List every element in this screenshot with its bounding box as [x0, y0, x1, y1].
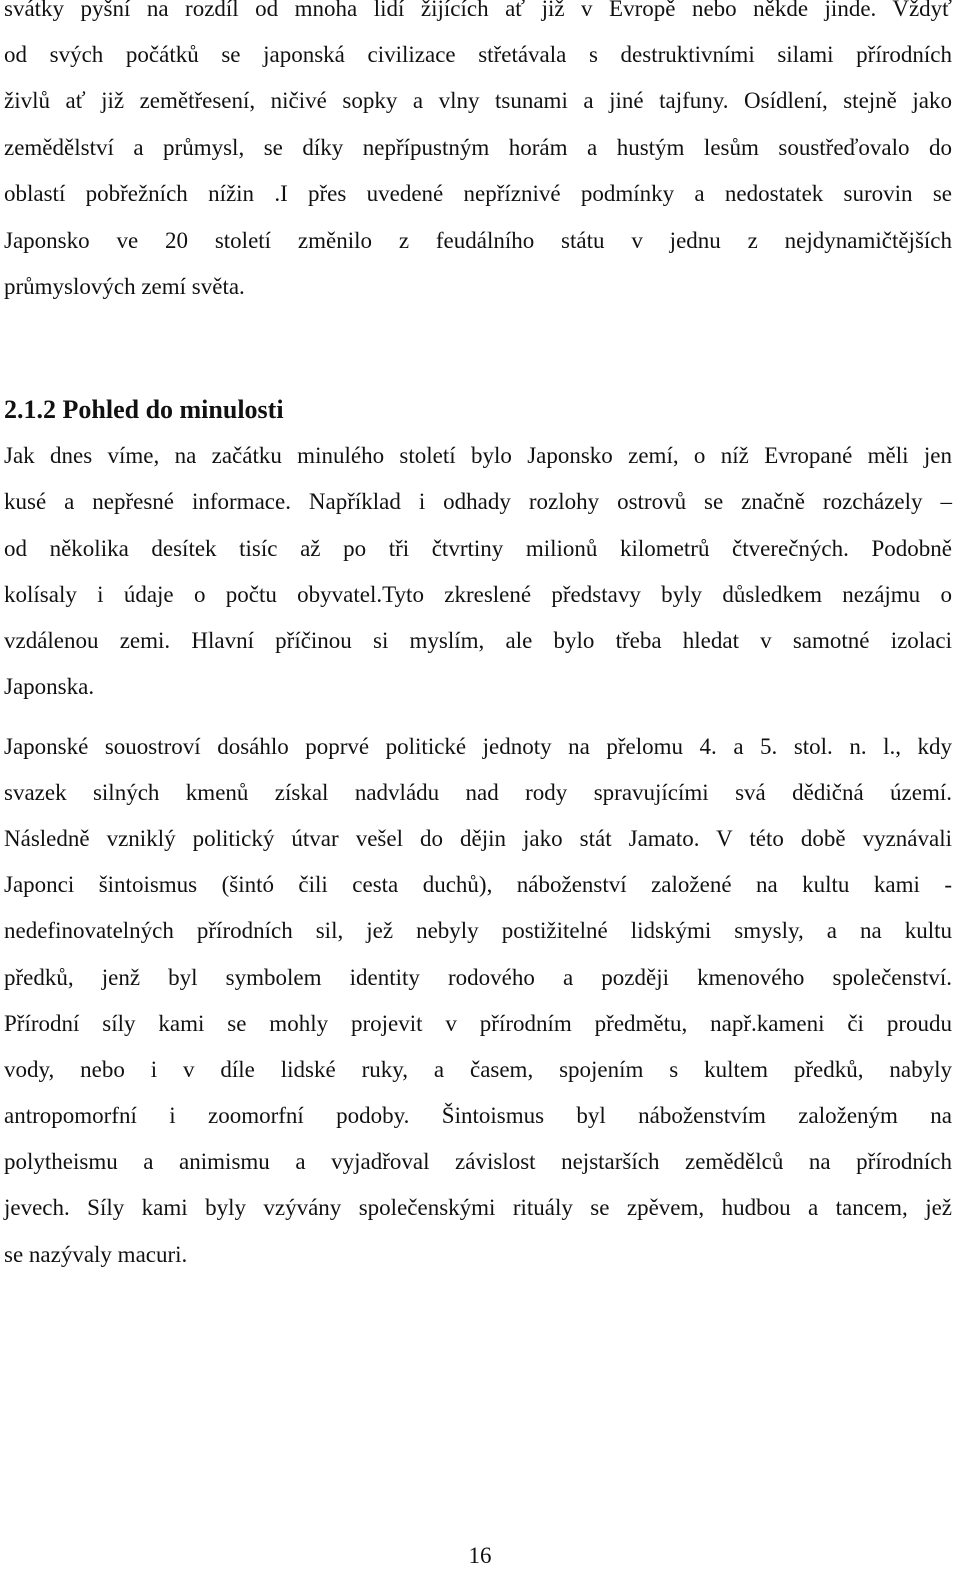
- text-line: od několika desítek tisíc až po tři čtvrtiny milionů kilometrů čtverečných. Podobně: [4, 536, 952, 561]
- text-line: polytheismu a animismu a vyjadřoval závislost nejstarších zemědělců na přírodních: [4, 1149, 952, 1174]
- text-line: Japonsko ve 20 století změnilo z feudálního státu v jednu z nejdynamičtějších: [4, 228, 952, 253]
- text-line: nedefinovatelných přírodních sil, jež nebyly postižitelné lidskými smysly, a na kultu: [4, 918, 952, 943]
- text-line: zemědělství a průmysl, se díky nepřípustným horám a hustým lesům soustřeďovalo do: [4, 135, 952, 160]
- section-heading: 2.1.2 Pohled do minulosti: [4, 395, 284, 424]
- text-line: se nazývaly macuri.: [4, 1242, 188, 1267]
- text-line: kolísaly i údaje o počtu obyvatel.Tyto zkreslené představy byly důsledkem nezájmu o: [4, 582, 952, 607]
- text-line: průmyslových zemí světa.: [4, 274, 245, 299]
- text-line: oblastí pobřežních nížin .I přes uvedené nepříznivé podmínky a nedostatek surovin se: [4, 181, 952, 206]
- text-line: vody, nebo i v díle lidské ruky, a časem, spojením s kultem předků, nabyly: [4, 1057, 952, 1082]
- text-line: svazek silných kmenů získal nadvládu nad rody spravujícími svá dědičná území.: [4, 780, 952, 805]
- text-line: Japonska.: [4, 674, 95, 699]
- text-line: Japonci šintoismus (šintó čili cesta duchů), náboženství založené na kultu kami -: [4, 872, 952, 897]
- text-line: předků, jenž byl symbolem identity rodového a později kmenového společenství.: [4, 965, 952, 990]
- text-line: Přírodní síly kami se mohly projevit v přírodním předmětu, např.kameni či proudu: [4, 1011, 952, 1036]
- text-line: jevech. Síly kami byly vzývány společenskými rituály se zpěvem, hudbou a tancem, jež: [4, 1195, 952, 1220]
- text-line: antropomorfní i zoomorfní podoby. Šintoismus byl náboženstvím založeným na: [4, 1103, 952, 1128]
- text-line: svátky pyšní na rozdíl od mnoha lidí žijících ať již v Evropě nebo někde jinde. Vždyť: [4, 0, 952, 21]
- text-line: živlů ať již zemětřesení, ničivé sopky a vlny tsunami a jiné tajfuny. Osídlení, stejně jako: [4, 88, 952, 113]
- page-number: 16: [468, 1543, 492, 1568]
- text-line: od svých počátků se japonská civilizace střetávala s destruktivními silami přírodních: [4, 42, 952, 67]
- text-line: Japonské souostroví dosáhlo poprvé politické jednoty na přelomu 4. a 5. stol. n. l., kdy: [4, 734, 952, 759]
- text-line: kusé a nepřesné informace. Například i odhady rozlohy ostrovů se značně rozcházely –: [4, 489, 952, 514]
- text-line: Jak dnes víme, na začátku minulého století bylo Japonsko zemí, o níž Evropané měli jen: [4, 443, 952, 468]
- text-line: Následně vzniklý politický útvar vešel do dějin jako stát Jamato. V této době vyznávali: [4, 826, 952, 851]
- text-line: vzdálenou zemi. Hlavní příčinou si myslím, ale bylo třeba hledat v samotné izolaci: [4, 628, 952, 653]
